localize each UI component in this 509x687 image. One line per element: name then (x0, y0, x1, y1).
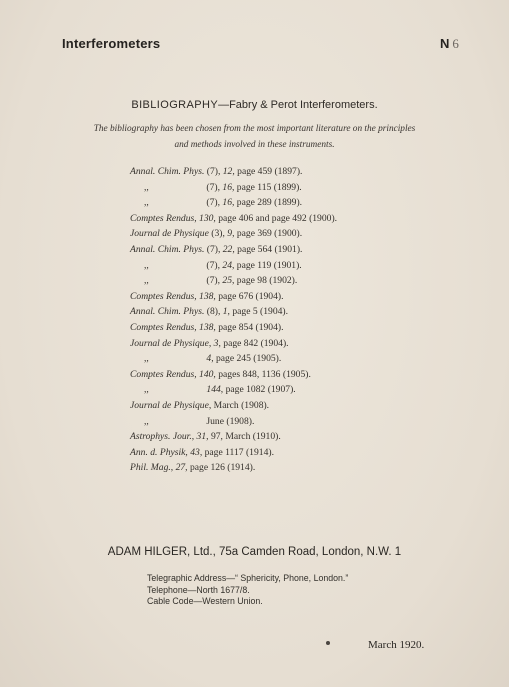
reference-volume: 43 (190, 446, 200, 458)
reference-item (130, 211, 337, 227)
reference-series: , (208, 337, 214, 349)
reference-series: , (194, 321, 200, 333)
reference-item (130, 242, 337, 258)
reference-details: , page 1082 (1907). (220, 384, 296, 396)
reference-volume: 144 (206, 384, 221, 396)
reference-details: , page 5 (1904). (227, 306, 289, 318)
reference-ditto-mark: ,, (144, 353, 149, 365)
reference-list (130, 164, 337, 476)
telephone-number: Telephone—North 1677/8. (147, 584, 250, 595)
reference-journal: Comptes Rendus (130, 212, 195, 224)
intro-line-1: The bibliography has been chosen from the most important literature on the principles (93, 124, 416, 134)
reference-journal: Phil. Mag. (130, 462, 171, 474)
reference-series: (7), (204, 181, 223, 193)
telegraphic-address: Telegraphic Address—“ Sphericity, Phone, London.” (147, 573, 349, 583)
reference-journal: Comptes Rendus (130, 321, 195, 333)
reference-details: June (1908). (206, 415, 255, 427)
reference-details: , page 459 (1897). (232, 166, 303, 177)
reference-series: (7), (204, 259, 223, 271)
reference-item (130, 336, 337, 352)
reference-details: , page 126 (1914). (185, 462, 256, 474)
page-code-letter: N (440, 36, 450, 51)
reference-journal: Annal. Chim. Phys. (130, 243, 205, 255)
reference-ditto-mark: ,, (144, 259, 149, 271)
reference-item (130, 320, 337, 336)
reference-ditto-mark: ,, (144, 384, 149, 396)
reference-item (130, 304, 337, 320)
reference-details: , page 245 (1905). (211, 353, 282, 365)
reference-series: , (191, 431, 197, 443)
reference-series: , (194, 368, 200, 380)
reference-volume: 16 (222, 181, 232, 193)
reference-details: , page 119 (1901). (231, 259, 302, 271)
reference-details: , page 676 (1904). (213, 290, 284, 302)
reference-series: (7), (204, 166, 223, 177)
reference-journal: Journal de Physique (130, 399, 209, 411)
bibliography-heading-sub: Fabry & Perot Interferometers. (229, 99, 378, 111)
reference-series: (7), (204, 275, 223, 287)
reference-series: , (208, 399, 214, 411)
ink-dot-mark (326, 641, 330, 645)
bibliography-heading-main: BIBLIOGRAPHY (131, 99, 219, 111)
reference-item (130, 195, 337, 211)
reference-item (130, 164, 337, 180)
reference-series: (3), (208, 228, 228, 240)
reference-item (130, 398, 337, 414)
reference-item (130, 258, 337, 274)
reference-journal: Ann. d. Physik (130, 446, 186, 458)
contact-details (147, 573, 348, 608)
reference-details: , page 854 (1904). (213, 321, 284, 333)
reference-series: , (194, 290, 200, 302)
page-code-number: 6 (452, 36, 459, 51)
reference-volume: 140 (199, 368, 214, 380)
reference-journal: Astrophys. Jour. (130, 431, 192, 443)
reference-volume: 31 (196, 431, 207, 443)
reference-volume: 16 (222, 197, 232, 209)
reference-ditto-mark: ,, (144, 275, 149, 287)
reference-item (130, 273, 337, 289)
reference-item (130, 382, 337, 398)
reference-volume: 9 (227, 228, 233, 240)
reference-details: , page 564 (1901). (232, 243, 303, 255)
reference-item (130, 351, 337, 367)
bibliography-intro (0, 121, 509, 153)
document-date: March 1920. (368, 639, 425, 651)
reference-series: (8), (204, 306, 223, 318)
reference-series: (7), (204, 243, 223, 255)
reference-details: , page 406 and page 492 (1900). (213, 212, 338, 224)
reference-item (130, 429, 337, 445)
reference-journal: Comptes Rendus (130, 290, 195, 302)
reference-journal: Comptes Rendus (130, 368, 195, 380)
reference-volume: 25 (222, 275, 232, 287)
reference-journal: Journal de Physique (130, 228, 209, 240)
reference-details: , page 1117 (1914). (199, 446, 274, 458)
reference-volume: 3 (213, 337, 219, 349)
cable-code: Cable Code—Western Union. (147, 596, 263, 606)
reference-item (130, 226, 337, 242)
reference-details: , pages 848, 1136 (1905). (213, 368, 311, 380)
company-address: ADAM HILGER, Ltd., 75a Camden Road, London, N.W. 1 (107, 546, 402, 558)
reference-volume: 22 (222, 243, 233, 255)
reference-volume: 1 (222, 306, 228, 318)
reference-details: , page 842 (1904). (218, 337, 289, 349)
reference-details: , page 369 (1900). (232, 228, 303, 240)
reference-details: , page 98 (1902). (231, 275, 298, 287)
reference-item (130, 414, 337, 430)
reference-item (130, 289, 337, 305)
reference-details: March (1908). (213, 399, 270, 411)
reference-volume: 24 (222, 259, 232, 271)
reference-ditto-mark: ,, (144, 181, 149, 193)
reference-journal: Journal de Physique (130, 337, 209, 349)
reference-volume: 138 (199, 290, 214, 302)
reference-volume: 130 (199, 212, 214, 224)
reference-volume: 4 (206, 353, 212, 365)
reference-series: , (170, 462, 176, 474)
page-header-title: Interferometers (62, 36, 161, 51)
bibliography-heading: BIBLIOGRAPHY—Fabry & Perot Interferometers. (131, 99, 378, 111)
page-code (440, 36, 459, 52)
reference-ditto-mark: ,, (144, 197, 149, 209)
reference-journal: Annal. Chim. Phys. (130, 306, 205, 318)
reference-item (130, 367, 337, 383)
reference-volume: 138 (199, 321, 214, 333)
reference-volume: 27 (175, 462, 186, 474)
intro-line-2: and methods involved in these instruments. (174, 140, 335, 150)
reference-series: , (185, 446, 191, 458)
reference-details: , page 289 (1899). (231, 197, 303, 209)
reference-details: , page 115 (1899). (231, 181, 302, 193)
reference-journal: Annal. Chim. Phys. (130, 166, 205, 177)
reference-item (130, 445, 337, 461)
reference-item (130, 460, 337, 476)
reference-series: (7), (204, 197, 223, 209)
reference-details: , 97, March (1910). (206, 431, 281, 443)
reference-volume: 12 (222, 166, 233, 177)
reference-ditto-mark: ,, (144, 415, 149, 427)
reference-item (130, 180, 337, 196)
reference-series: , (194, 212, 200, 224)
